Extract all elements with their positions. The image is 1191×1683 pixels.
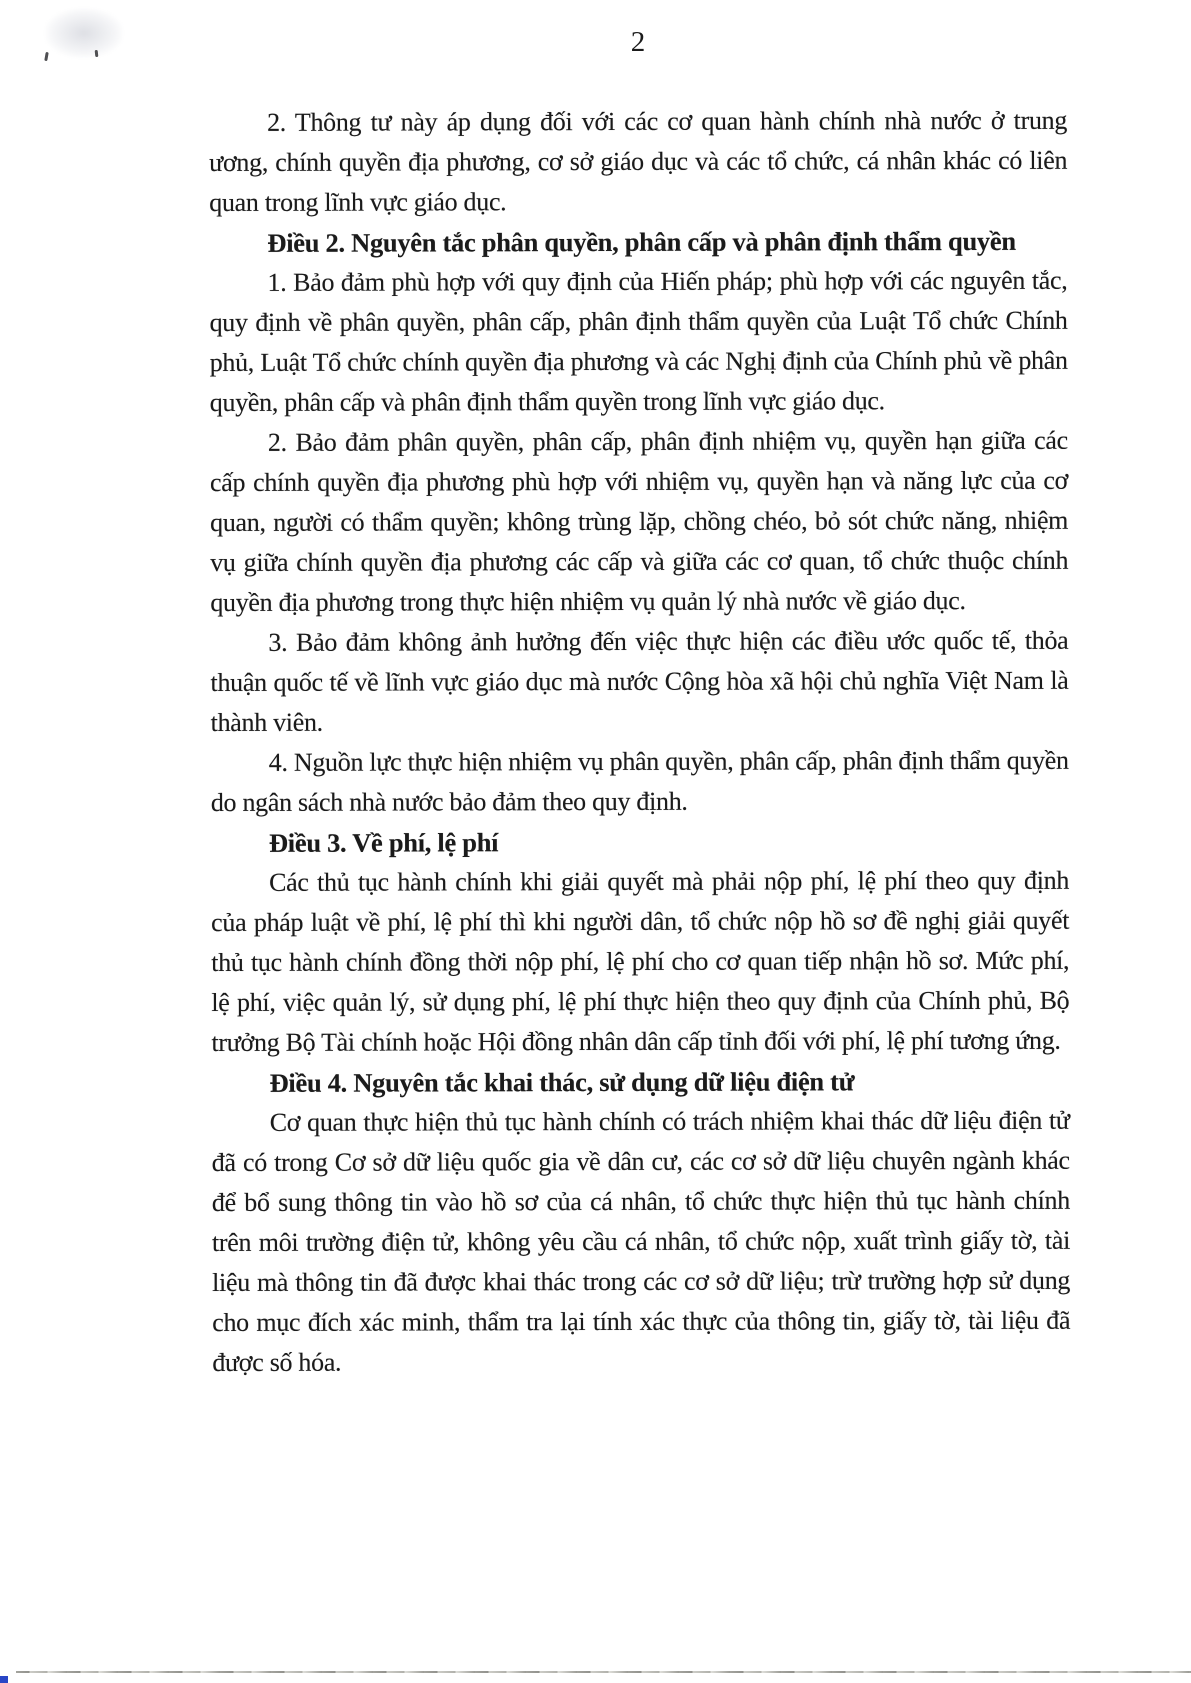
- article-3-heading: Điều 3. Về phí, lệ phí: [268, 827, 499, 858]
- page-number: 2: [630, 26, 646, 58]
- ink-speck-artifact: [95, 50, 99, 57]
- article-3-body: Các thủ tục hành chính khi giải quyết mà phải nộp phí, lệ phí theo quy định của pháp luật về phí, lệ phí thì khi người dân, tổ chức nộp hồ sơ đề nghị giải quyết thủ tục hành chính đồng thời nộp phí, lệ phí cho cơ quan tiếp nhận hồ sơ. Mức phí, lệ phí, việc quản lý, sử dụng phí, lệ phí thực hiện theo quy định của Chính phủ, Bộ trưởng Bộ Tài chính hoặc Hội đồng nhân dân cấp tỉnh đối với phí, lệ phí tương ứng.: [211, 865, 1070, 1057]
- scan-smudge-artifact: [45, 8, 123, 58]
- document-body: [209, 101, 1070, 1383]
- article-2-clause-1: 1. Bảo đảm phù hợp với quy định của Hiến pháp; phù hợp với các nguyên tắc, quy định về phân quyền, phân cấp, phân định thẩm quyền của Luật Tổ chức Chính phủ, Luật Tổ chức chính quyền địa phương và các Nghị định của Chính phủ về phân quyền, phân cấp và phân định thẩm quyền trong lĩnh vực giáo dục.: [209, 265, 1068, 417]
- article-4-body: Cơ quan thực hiện thủ tục hành chính có trách nhiệm khai thác dữ liệu điện tử đã có trong Cơ sở dữ liệu quốc gia về dân cư, các cơ sở dữ liệu chuyên ngành khác để bổ sung thông tin vào hồ sơ của cá nhân, tổ chức thực hiện thủ tục hành chính trên môi trường điện tử, không yêu cầu cá nhân, tổ chức nộp, xuất trình giấy tờ, tài liệu mà thông tin đã được khai thác trong các cơ sở dữ liệu; trừ trường hợp sử dụng cho mục đích xác minh, thẩm tra lại tính xác thực của thông tin, giấy tờ, tài liệu đã được số hóa.: [211, 1105, 1071, 1377]
- article-2-heading: Điều 2. Nguyên tắc phân quyền, phân cấp và phân định thẩm quyền: [267, 225, 1016, 258]
- paragraph-scope: 2. Thông tư này áp dụng đối với các cơ quan hành chính nhà nước ở trung ương, chính quyền địa phương, cơ sở giáo dục và các tổ chức, cá nhân khác có liên quan trong lĩnh vực giáo dục.: [209, 105, 1068, 217]
- article-2-clause-4: 4. Nguồn lực thực hiện nhiệm vụ phân quyền, phân cấp, phân định thẩm quyền do ngân sách nhà nước bảo đảm theo quy định.: [210, 745, 1069, 817]
- blue-corner-mark-artifact: [0, 1676, 8, 1683]
- article-4-heading: Điều 4. Nguyên tắc khai thác, sử dụng dữ liệu điện tử: [269, 1066, 855, 1098]
- article-2-clause-2: 2. Bảo đảm phân quyền, phân cấp, phân định nhiệm vụ, quyền hạn giữa các cấp chính quyền địa phương phù hợp với nhiệm vụ, quyền hạn và năng lực của cơ quan, người có thẩm quyền; không trùng lặp, chồng chéo, bỏ sót chức năng, nhiệm vụ giữa chính quyền địa phương các cấp và giữa các cơ quan, tổ chức thuộc chính quyền địa phương trong thực hiện nhiệm vụ quản lý nhà nước về giáo dục.: [209, 425, 1069, 617]
- bottom-scan-line-artifact: [16, 1671, 1191, 1673]
- article-2-clause-3: 3. Bảo đảm không ảnh hưởng đến việc thực hiện các điều ước quốc tế, thỏa thuận quốc tế về lĩnh vực giáo dục mà nước Cộng hòa xã hội chủ nghĩa Việt Nam là thành viên.: [210, 625, 1069, 737]
